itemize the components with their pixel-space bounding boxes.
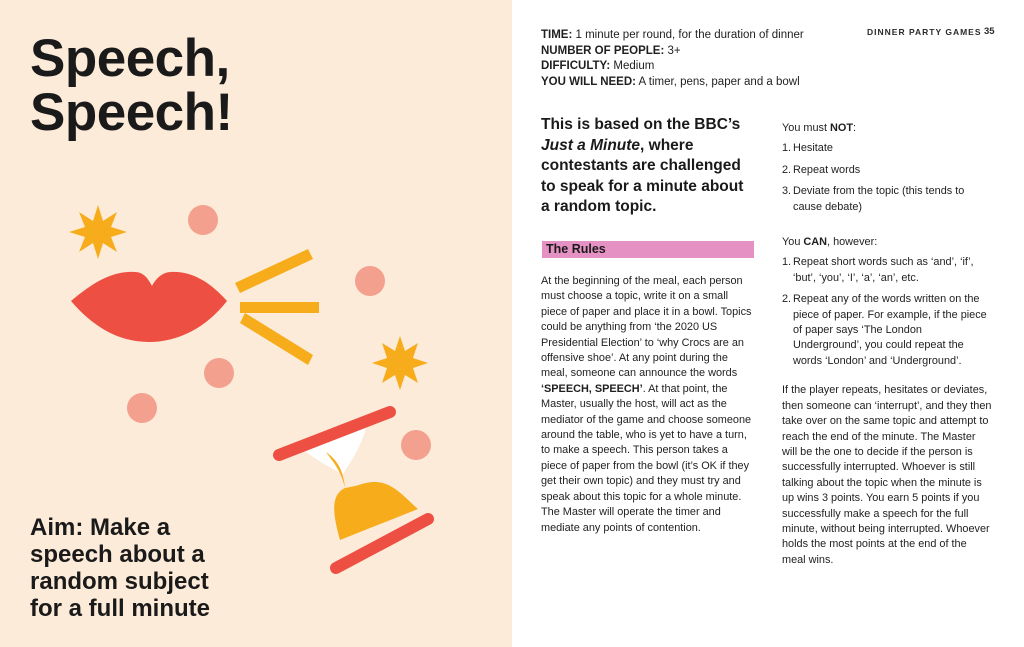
info-people xyxy=(541,44,841,60)
aim-line-3: random subject xyxy=(30,568,209,595)
rules-body xyxy=(541,274,755,536)
list-item-text: Deviate from the topic (this tends to cause debate) xyxy=(793,185,965,213)
aim-statement xyxy=(30,514,210,622)
info-need-label: YOU WILL NEED: xyxy=(541,75,636,88)
list-item xyxy=(782,184,992,215)
list-item-number: 2. xyxy=(782,293,792,306)
aim-line-2: speech about a xyxy=(30,541,205,568)
list-item-text: Hesitate xyxy=(793,142,833,155)
dot-5 xyxy=(401,430,431,460)
can-heading xyxy=(782,235,992,250)
running-head: DINNER PARTY GAMES xyxy=(867,27,982,37)
starburst-icon xyxy=(372,336,428,390)
game-info xyxy=(541,28,841,90)
list-item-number: 3. xyxy=(782,185,792,198)
list-item-text: Repeat any of the words written on the piece of paper. For example, if the piece of paper says ‘The London Underground’, you could repeat the words ‘London’ and ‘Underground’. xyxy=(793,293,987,367)
must-not-heading xyxy=(782,121,992,136)
info-people-value: 3+ xyxy=(664,44,681,57)
info-difficulty-value: Medium xyxy=(610,60,655,72)
info-time-value: 1 minute per round, for the duration of dinner xyxy=(572,29,804,41)
list-item-number: 2. xyxy=(782,163,792,176)
info-difficulty-label: DIFFICULTY: xyxy=(541,60,611,72)
rules-body-bold: ‘SPEECH, SPEECH’ xyxy=(541,382,643,395)
list-item xyxy=(782,141,992,156)
aim-line-4: for a full minute xyxy=(30,595,210,622)
list-item-text: Repeat words xyxy=(793,163,861,176)
right-page xyxy=(512,0,1024,647)
info-time xyxy=(541,28,841,44)
intro-paragraph xyxy=(541,115,756,218)
intro-after: , where contestants are challenged to speak for a minute about a random topic. xyxy=(541,136,744,215)
info-difficulty xyxy=(541,59,841,75)
intro-before: This is based on the BBC’s xyxy=(541,116,741,133)
list-item-number: 1. xyxy=(782,142,792,155)
must-not-list xyxy=(782,141,992,215)
info-people-label: NUMBER OF PEOPLE: xyxy=(541,44,665,57)
dot-4 xyxy=(127,393,157,423)
closing-paragraph: If the player repeats, hesitates or deviates, then someone can ‘interrupt’, and they then take over on the same topic and attempt to reach the end of the minute. The Master will be the one to decide if the person is successfully interrupted. Whoever is still talking about the topic when the minute is up wins 3 points. You earn 5 points if you successfully make a speech for the full minute, without being interrupted. Whoever holds the most points at the end of the meal wins. xyxy=(782,384,992,566)
intro-show-title: Just a Minute xyxy=(541,136,641,154)
list-item-text: Repeat short words such as ‘and’, ‘if’, ‘but’, ‘you’, ‘I’, ‘a’, ‘an’, etc. xyxy=(793,256,974,284)
aim-line-1: Aim: Make a xyxy=(30,514,171,541)
must-not-after: : xyxy=(853,122,857,134)
list-item-number: 1. xyxy=(782,256,792,269)
can-list xyxy=(782,255,992,369)
rules-body-part2: . At that point, the Master, usually the host, will act as the mediator of the game and choose someone around the table, who is yet to have a turn, to make a speech. This person takes a piece of paper from the bowl (it’s OK if they get their own topic) and they must try and speak about this topic for a whole minute. The Master will operate the timer and mediate any points of contention. xyxy=(541,382,752,534)
must-not-before: You must xyxy=(782,122,831,134)
list-item xyxy=(782,292,992,369)
info-time-label: TIME: xyxy=(541,29,573,41)
page-number: 35 xyxy=(984,26,995,37)
title-line-2: Speech! xyxy=(30,83,233,142)
can-before: You xyxy=(782,236,804,249)
lips-icon xyxy=(71,272,227,342)
dot-3 xyxy=(204,358,234,388)
can-after: , however: xyxy=(827,236,878,249)
page-title xyxy=(30,29,233,142)
dot-1 xyxy=(188,205,218,235)
rules-heading: The Rules xyxy=(542,241,754,258)
list-item xyxy=(782,255,992,286)
starburst-icon xyxy=(69,205,127,259)
info-need xyxy=(541,75,841,91)
must-not-bold: NOT xyxy=(830,122,854,134)
rules-column-2 xyxy=(782,121,992,568)
rules-body-part1: At the beginning of the meal, each person must choose a topic, write it on a small piece of paper and place it in a bowl. Topics could be anything from ‘the 2020 US Presidential Election’ to ‘why Crocs are an offensive shoe’. At any point during the meal, someone can announce the words xyxy=(541,275,752,380)
dot-2 xyxy=(355,266,385,296)
can-bold: CAN xyxy=(803,236,828,249)
info-need-value: A timer, pens, paper and a bowl xyxy=(635,75,800,88)
speech-lines-icon xyxy=(235,249,319,365)
list-item xyxy=(782,163,992,178)
title-line-1: Speech, xyxy=(30,29,230,88)
